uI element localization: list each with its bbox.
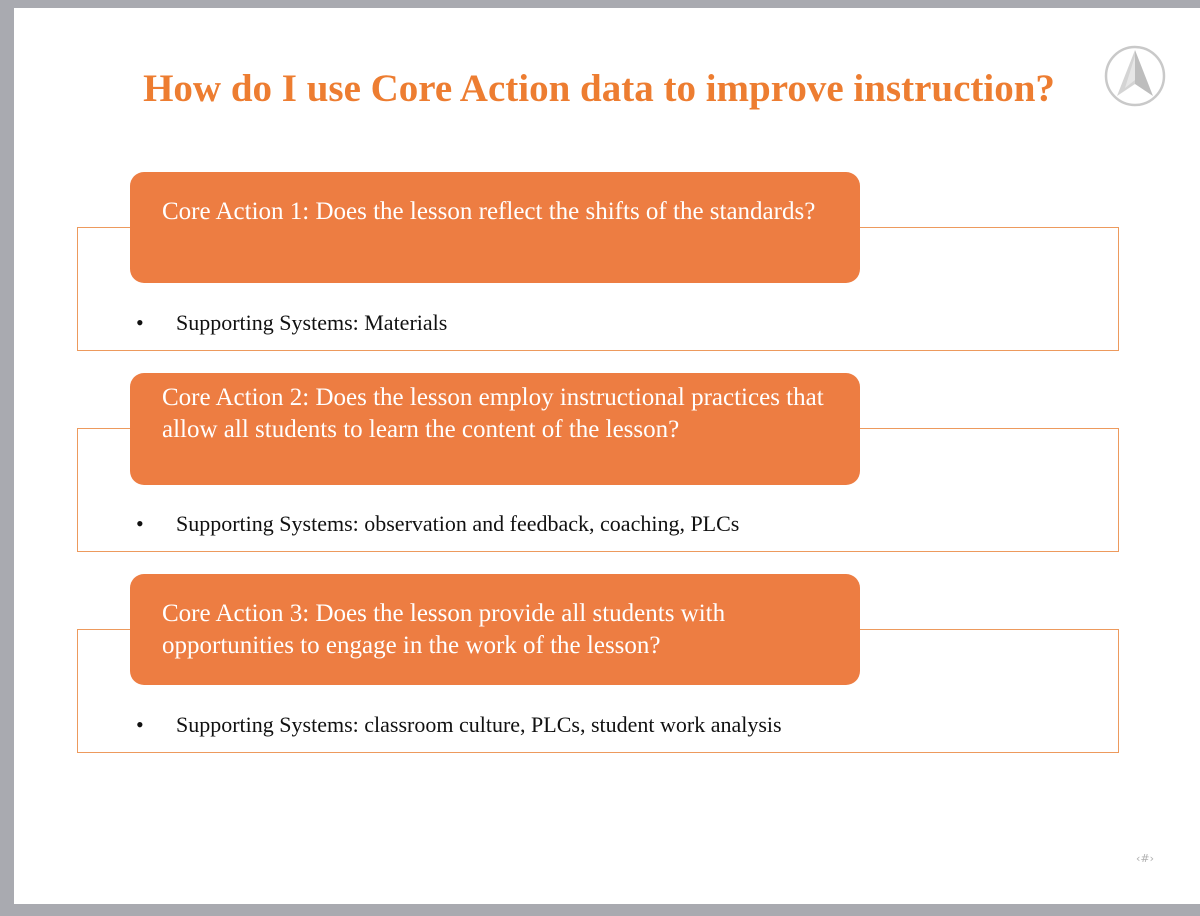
compass-arrow-icon	[1103, 44, 1167, 108]
slide-title: How do I use Core Action data to improve instruction?	[143, 67, 1055, 110]
core-action-2-bullet	[136, 511, 739, 537]
core-action-1-bullet	[136, 310, 447, 336]
page-number: ‹#›	[1136, 852, 1155, 865]
bullet-dot: •	[136, 310, 144, 335]
core-action-1-supporting-systems: Supporting Systems: Materials	[176, 310, 448, 335]
bullet-dot: •	[136, 511, 144, 536]
core-action-3-header: Core Action 3: Does the lesson provide all students with opportunities to engage in the work of the lesson?	[130, 574, 860, 685]
bullet-dot: •	[136, 712, 144, 737]
core-action-3-bullet	[136, 712, 782, 738]
core-action-1-header: Core Action 1: Does the lesson reflect the shifts of the standards?	[130, 172, 860, 283]
slide	[14, 8, 1200, 904]
core-action-2-header: Core Action 2: Does the lesson employ instructional practices that allow all students to learn the content of the lesson?	[130, 373, 860, 485]
core-action-2-supporting-systems: Supporting Systems: observation and feedback, coaching, PLCs	[176, 511, 740, 536]
core-action-3-supporting-systems: Supporting Systems: classroom culture, PLCs, student work analysis	[176, 712, 782, 737]
